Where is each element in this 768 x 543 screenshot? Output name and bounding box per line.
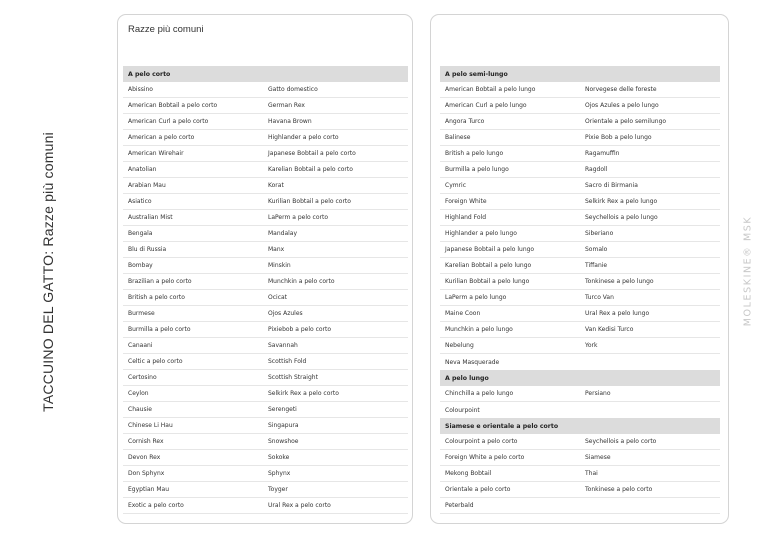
breed-name: Manx (268, 246, 285, 253)
breed-name: Japanese Bobtail a pelo corto (268, 150, 356, 157)
brand-logo: MOLESKINE® MSK (742, 215, 754, 327)
section-header-label: A pelo lungo (445, 374, 489, 382)
table-row (123, 178, 408, 194)
table-row (123, 450, 408, 466)
breed-name: Australian Mist (128, 214, 173, 221)
breed-name: German Rex (268, 102, 305, 109)
table-row (440, 498, 720, 514)
breed-name: Tonkinese a pelo corto (585, 486, 653, 493)
table-row (440, 306, 720, 322)
table-row (440, 194, 720, 210)
left-page (117, 14, 413, 524)
table-row (123, 146, 408, 162)
breed-name: Chausie (128, 406, 152, 413)
breed-name: British a pelo corto (128, 294, 185, 301)
table-row (440, 322, 720, 338)
breed-name: Burmilla a pelo corto (128, 326, 191, 333)
breed-name: Celtic a pelo corto (128, 358, 183, 365)
breed-name: Exotic a pelo corto (128, 502, 184, 509)
table-row (123, 498, 408, 514)
table-row (123, 82, 408, 98)
table-row (440, 242, 720, 258)
breed-table-right (440, 66, 720, 514)
breed-name: American Bobtail a pelo lungo (445, 86, 536, 93)
breed-name: Siamese (585, 454, 611, 461)
table-row (440, 226, 720, 242)
breed-name: Ocicat (268, 294, 288, 301)
breed-name: Sphynx (268, 470, 291, 477)
breed-name: LaPerm a pelo lungo (445, 294, 507, 301)
table-row (123, 130, 408, 146)
table-row (123, 274, 408, 290)
breed-name: Ojos Azules (268, 310, 303, 317)
breed-name: Karelian Bobtail a pelo corto (268, 166, 353, 173)
table-row (123, 242, 408, 258)
breed-name: Munchkin a pelo corto (268, 278, 335, 285)
table-row (123, 338, 408, 354)
breed-name: Van Kedisi Turco (585, 326, 634, 333)
breed-name: Havana Brown (268, 118, 312, 125)
breed-name: Don Sphynx (128, 470, 165, 477)
table-row (440, 338, 720, 354)
table-row (123, 114, 408, 130)
breed-name: Cornish Rex (128, 438, 164, 445)
table-row (123, 402, 408, 418)
breed-name: Colourpoint (445, 406, 480, 414)
table-row (440, 162, 720, 178)
breed-name: Canaani (128, 342, 153, 349)
breed-name: British a pelo lungo (445, 150, 504, 157)
table-row (440, 82, 720, 98)
breed-name: Savannah (268, 342, 298, 349)
table-row (123, 386, 408, 402)
table-row (123, 322, 408, 338)
table-row (440, 146, 720, 162)
breed-name: Sokoke (268, 454, 290, 461)
breed-name: Gatto domestico (268, 86, 318, 93)
breed-name: Brazilian a pelo corto (128, 278, 192, 285)
table-row (123, 194, 408, 210)
breed-name: Highlander a pelo corto (268, 134, 339, 141)
table-row (440, 114, 720, 130)
table-row (123, 482, 408, 498)
table-row (440, 130, 720, 146)
breed-name: Blu di Russia (128, 246, 167, 253)
section-header-label: A pelo corto (128, 70, 171, 78)
breed-name: LaPerm a pelo corto (268, 214, 329, 221)
table-row (440, 466, 720, 482)
breed-name: Balinese (445, 134, 471, 141)
breed-name: Devon Rex (128, 454, 161, 461)
breed-name: Chinese Li Hau (128, 422, 173, 429)
breed-name: Orientale a pelo corto (445, 486, 511, 493)
breed-name: Ragamuffin (585, 150, 620, 157)
breed-name: American Curl a pelo corto (128, 118, 209, 125)
breed-name: Mekong Bobtail (445, 470, 492, 477)
breed-name: Scottish Fold (268, 358, 307, 365)
breed-name: Abissino (128, 86, 153, 93)
table-row (440, 290, 720, 306)
breed-name: Kurilian Bobtail a pelo corto (268, 198, 351, 205)
table-row (440, 386, 720, 402)
breed-name: American Curl a pelo lungo (445, 102, 527, 109)
breed-name: Munchkin a pelo lungo (445, 326, 513, 333)
breed-name: Norvegese delle foreste (585, 86, 657, 93)
section-header (440, 66, 720, 82)
breed-name: Serengeti (268, 406, 297, 413)
section-header (440, 418, 720, 434)
breed-name: Karelian Bobtail a pelo lungo (445, 262, 532, 269)
breed-name: Egyptian Mau (128, 486, 170, 493)
breed-name: Foreign White a pelo corto (445, 454, 525, 461)
breed-name: Bombay (128, 262, 153, 269)
section-header (440, 370, 720, 386)
section-header-label: A pelo semi-lungo (445, 70, 508, 78)
breed-name: Somalo (585, 246, 608, 253)
breed-name: Seychellois a pelo lungo (585, 214, 658, 221)
breed-name: Neva Masquerade (445, 358, 500, 366)
breed-name: Angora Turco (445, 118, 485, 125)
breed-name: Ojos Azules a pelo lungo (585, 102, 659, 109)
table-row (123, 162, 408, 178)
breed-name: Maine Coon (445, 310, 481, 317)
breed-name: Tiffanie (585, 262, 608, 269)
breed-name: Selkirk Rex a pelo lungo (585, 198, 658, 205)
breed-name: Seychellois a pelo corto (585, 438, 657, 445)
breed-name: Snowshoe (268, 438, 299, 445)
breed-name: Burmilla a pelo lungo (445, 166, 509, 173)
breed-name: Pixie Bob a pelo lungo (585, 134, 652, 141)
table-row (440, 98, 720, 114)
breed-name: Turco Van (585, 294, 614, 301)
table-row (440, 450, 720, 466)
breed-name: Singapura (268, 422, 299, 429)
table-row (123, 434, 408, 450)
table-row (440, 354, 720, 370)
breed-name: Asiatico (128, 198, 152, 205)
table-row (440, 258, 720, 274)
breed-name: Highland Fold (445, 214, 487, 221)
breed-name: Certosino (128, 374, 157, 381)
breed-name: American Bobtail a pelo corto (128, 102, 218, 109)
breed-name: Scottish Straight (268, 374, 318, 381)
table-row (123, 210, 408, 226)
breed-name: Thai (585, 470, 598, 477)
table-row (123, 354, 408, 370)
breed-name: Bengala (128, 230, 153, 237)
breed-name: Cymric (445, 182, 467, 189)
breed-name: Foreign White (445, 198, 487, 205)
table-row (123, 98, 408, 114)
breed-name: Tonkinese a pelo lungo (585, 278, 654, 285)
table-row (440, 274, 720, 290)
breed-name: Nebelung (445, 342, 474, 349)
table-row (123, 466, 408, 482)
breed-name: Anatolian (128, 166, 157, 173)
breed-table-left (123, 66, 408, 514)
table-row (440, 482, 720, 498)
breed-name: Orientale a pelo semilungo (585, 118, 667, 125)
breed-name: Ural Rex a pelo corto (268, 502, 331, 509)
breed-name: American a pelo corto (128, 134, 195, 141)
breed-name: Pixiebob a pelo corto (268, 326, 332, 333)
table-row (440, 210, 720, 226)
breed-name: Minskin (268, 262, 291, 269)
right-page (430, 14, 729, 524)
breed-name: Ural Rex a pelo lungo (585, 310, 650, 317)
table-row (123, 258, 408, 274)
breed-name: Korat (268, 182, 284, 189)
page-title: Razze più comuni (128, 24, 204, 35)
breed-name: Colourpoint a pelo corto (445, 438, 518, 445)
breed-name: Siberiano (585, 230, 614, 237)
breed-name: Japanese Bobtail a pelo lungo (445, 246, 535, 253)
table-row (440, 434, 720, 450)
breed-name: American Wirehair (128, 150, 184, 157)
table-row (440, 402, 720, 418)
breed-name: Kurilian Bobtail a pelo lungo (445, 278, 530, 285)
breed-name: Toyger (268, 486, 288, 493)
breed-name: Arabian Mau (128, 182, 166, 189)
breed-name: Mandalay (268, 230, 298, 237)
breed-name: Burmese (128, 310, 155, 317)
table-row (123, 290, 408, 306)
table-row (440, 178, 720, 194)
table-row (123, 418, 408, 434)
breed-name: Ragdoll (585, 166, 608, 173)
section-header-label: Siamese e orientale a pelo corto (445, 422, 559, 430)
breed-name: Ceylon (128, 390, 149, 397)
breed-name: Sacro di Birmania (585, 182, 638, 189)
table-row (123, 370, 408, 386)
breed-name: Persiano (585, 390, 611, 397)
breed-name: Selkirk Rex a pelo corto (268, 390, 339, 397)
breed-name: Chinchilla a pelo lungo (445, 390, 514, 397)
table-row (123, 306, 408, 322)
breed-name: Peterbald (445, 502, 474, 509)
breed-name: York (585, 342, 598, 349)
breed-name: Highlander a pelo lungo (445, 230, 517, 237)
table-row (123, 226, 408, 242)
side-title: TACCUINO DEL GATTO: Razze più comuni (40, 132, 56, 412)
section-header (123, 66, 408, 82)
